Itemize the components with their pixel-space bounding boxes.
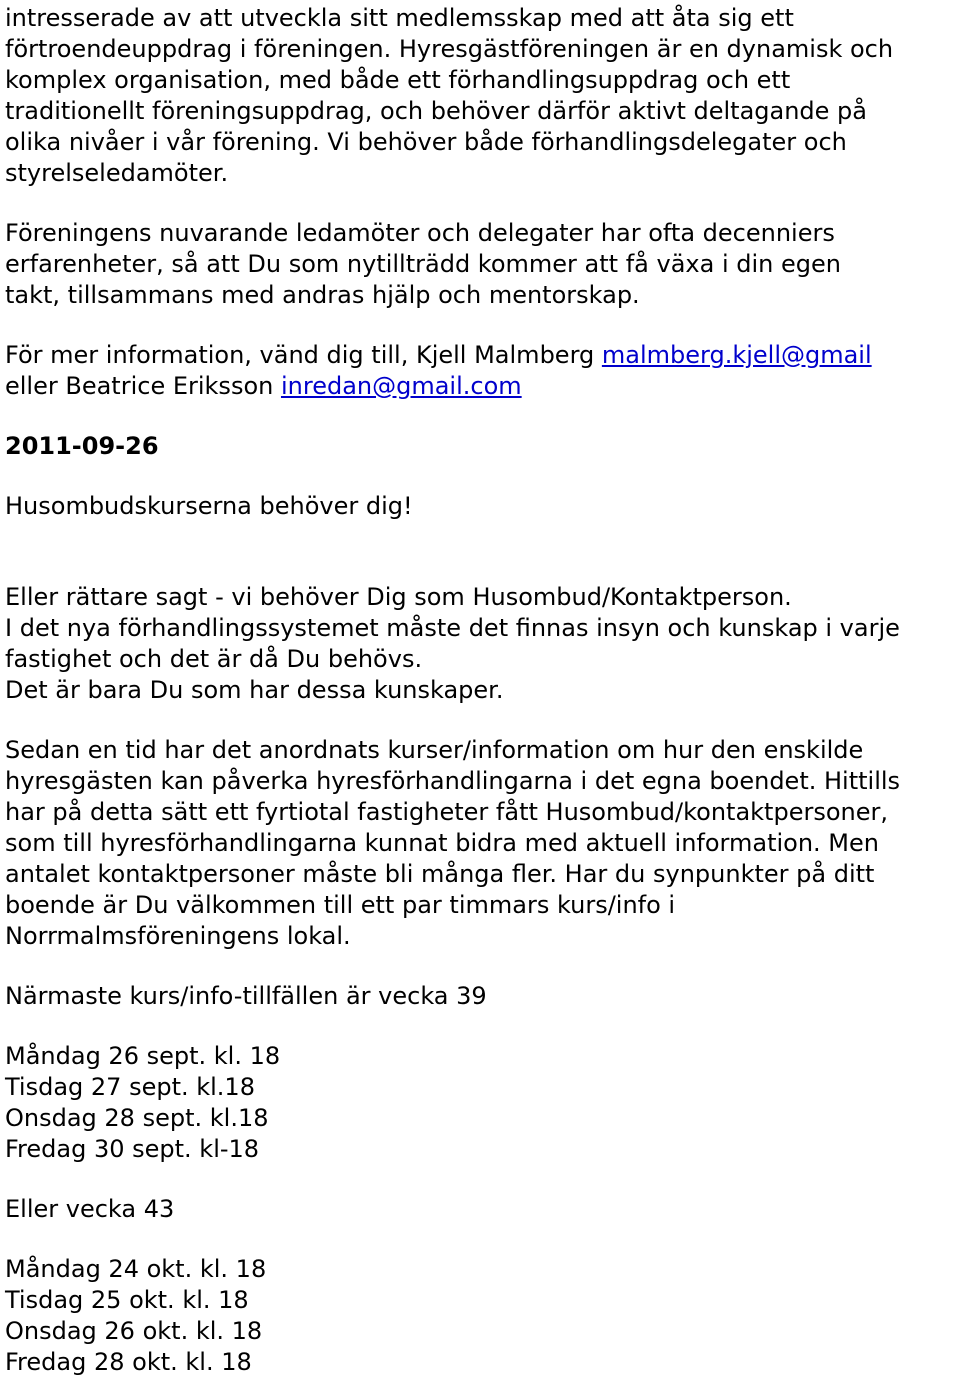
- session-item: Onsdag 26 okt. kl. 18: [5, 1317, 263, 1345]
- week-43-heading: Eller vecka 43: [5, 1195, 175, 1223]
- post-date: 2011-09-26: [5, 432, 159, 460]
- session-item: Tisdag 27 sept. kl.18: [5, 1073, 255, 1101]
- text-line: boende är Du välkommen till ett par timmars kurs/info i: [5, 891, 676, 919]
- text-line: fastighet och det är då Du behövs.: [5, 645, 423, 673]
- email-link-kjell[interactable]: malmberg.kjell@gmail: [601, 341, 872, 369]
- week-43-sessions: [5, 1254, 960, 1378]
- contact-text: eller Beatrice Eriksson: [5, 372, 281, 400]
- document-body: [5, 3, 960, 1378]
- intro-paragraph: [5, 3, 960, 189]
- experience-paragraph: [5, 218, 960, 311]
- session-item: Måndag 24 okt. kl. 18: [5, 1255, 267, 1283]
- week-39-heading: Närmaste kurs/info-tillfällen är vecka 39: [5, 982, 487, 1010]
- contact-text: För mer information, vänd dig till, Kjell Malmberg: [5, 341, 602, 369]
- session-item: Tisdag 25 okt. kl. 18: [5, 1286, 249, 1314]
- text-line: Det är bara Du som har dessa kunskaper.: [5, 676, 504, 704]
- text-line: I det nya förhandlingssystemet måste det finnas insyn och kunskap i varje: [5, 614, 900, 642]
- text-line: Eller rättare sagt - vi behöver Dig som Husombud/Kontaktperson.: [5, 583, 792, 611]
- text-line: Sedan en tid har det anordnats kurser/information om hur den enskilde: [5, 736, 864, 764]
- post-title: Husombudskurserna behöver dig!: [5, 492, 413, 520]
- text-line: Norrmalmsföreningens lokal.: [5, 922, 351, 950]
- session-item: Fredag 30 sept. kl-18: [5, 1135, 260, 1163]
- text-line: förtroendeuppdrag i föreningen. Hyresgästföreningen är en dynamisk och: [5, 35, 894, 63]
- courses-paragraph: [5, 735, 960, 952]
- session-item: Onsdag 28 sept. kl.18: [5, 1104, 269, 1132]
- session-item: Måndag 26 sept. kl. 18: [5, 1042, 281, 1070]
- text-line: komplex organisation, med både ett förhandlingsuppdrag och ett: [5, 66, 791, 94]
- text-line: som till hyresförhandlingarna kunnat bidra med aktuell information. Men: [5, 829, 879, 857]
- call-paragraph: [5, 582, 960, 706]
- contact-line-beatrice: [5, 371, 960, 402]
- text-line: traditionellt föreningsuppdrag, och behöver därför aktivt deltagande på: [5, 97, 867, 125]
- text-line: styrelseledamöter.: [5, 159, 229, 187]
- text-line: har på detta sätt ett fyrtiotal fastigheter fått Husombud/kontaktpersoner,: [5, 798, 888, 826]
- text-line: olika nivåer i vår förening. Vi behöver både förhandlingsdelegater och: [5, 128, 847, 156]
- contact-line-kjell: [5, 340, 960, 371]
- email-link-beatrice[interactable]: inredan@gmail.com: [280, 372, 522, 400]
- text-line: takt, tillsammans med andras hjälp och mentorskap.: [5, 281, 640, 309]
- text-line: Föreningens nuvarande ledamöter och delegater har ofta decenniers: [5, 219, 835, 247]
- session-item: Fredag 28 okt. kl. 18: [5, 1348, 252, 1376]
- text-line: antalet kontaktpersoner måste bli många fler. Har du synpunkter på ditt: [5, 860, 875, 888]
- text-line: intresserade av att utveckla sitt medlemsskap med att åta sig ett: [5, 4, 794, 32]
- text-line: erfarenheter, så att Du som nytillträdd kommer att få växa i din egen: [5, 250, 841, 278]
- contact-paragraph: [5, 340, 960, 402]
- week-39-sessions: [5, 1041, 960, 1165]
- text-line: hyresgästen kan påverka hyresförhandlingarna i det egna boendet. Hittills: [5, 767, 901, 795]
